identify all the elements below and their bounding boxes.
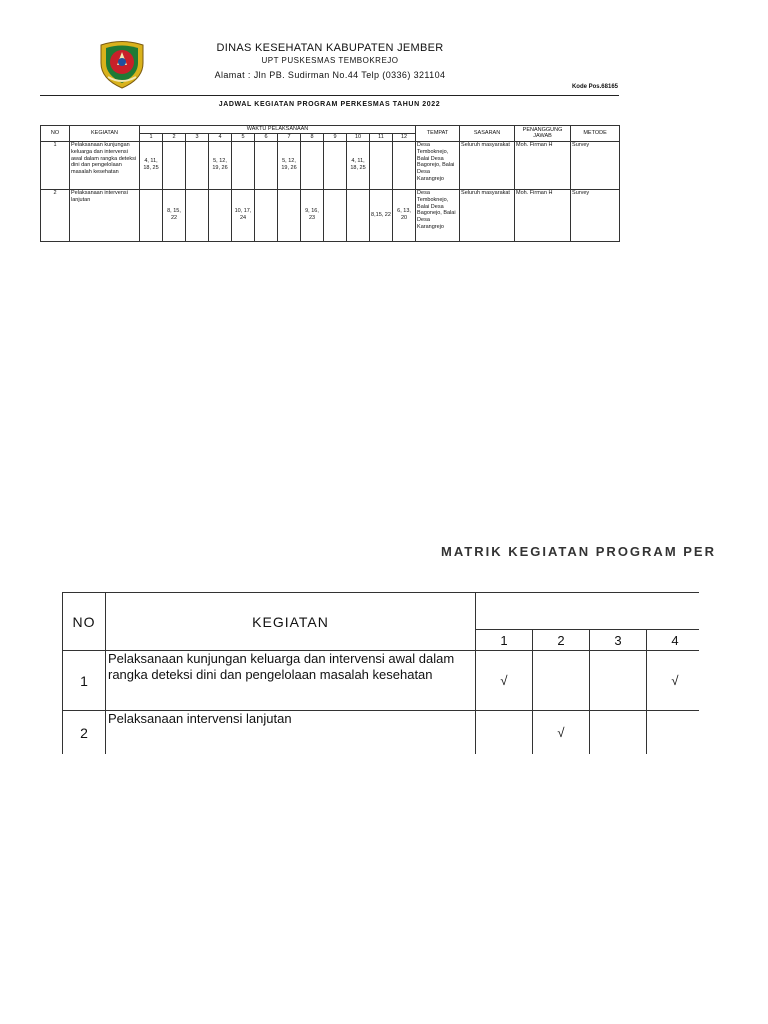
month-cell (140, 189, 163, 241)
month-cell (186, 141, 209, 189)
check-mark: √ (533, 711, 590, 755)
matrix-header-kegiatan: KEGIATAN (106, 593, 476, 651)
matrix-row-no: 1 (63, 651, 106, 711)
row-metode: Survey (571, 189, 620, 241)
row-tempat: Desa Temboknejo, Balai Desa Bagorejo, Balai Desa Karangrejo (416, 141, 460, 189)
month-cell (186, 189, 209, 241)
month-header: 9 (324, 133, 347, 141)
month-cell (347, 189, 370, 241)
row-sasaran: Seluruh masyarakat (460, 141, 515, 189)
check-mark: √ (476, 651, 533, 711)
month-header: 3 (186, 133, 209, 141)
matrix-row-kegiatan: Pelaksanaan intervensi lanjutan (106, 711, 476, 755)
check-mark (476, 711, 533, 755)
month-header: 2 (163, 133, 186, 141)
month-cell: 8, 15, 22 (163, 189, 186, 241)
month-cell (255, 189, 278, 241)
row-no: 1 (41, 141, 70, 189)
check-mark (590, 651, 647, 711)
table-row (41, 189, 620, 241)
month-cell (232, 141, 255, 189)
header-metode: METODE (571, 126, 620, 142)
matrix-month-header: 4 (647, 630, 700, 651)
matrix-table-viewport (62, 592, 699, 754)
month-cell (209, 189, 232, 241)
unit-name: UPT PUSKESMAS TEMBOKREJO (261, 56, 399, 65)
matrix-month-header: 1 (476, 630, 533, 651)
check-mark (590, 711, 647, 755)
row-sasaran: Seluruh masyarakat (460, 189, 515, 241)
month-header: 6 (255, 133, 278, 141)
month-cell (278, 189, 301, 241)
month-header: 8 (301, 133, 324, 141)
matrix-table (62, 592, 699, 754)
month-cell: 8,15, 22 (370, 189, 393, 241)
month-header: 4 (209, 133, 232, 141)
month-cell (163, 141, 186, 189)
matrix-header-waktu (476, 593, 700, 630)
month-header: 11 (370, 133, 393, 141)
month-cell (255, 141, 278, 189)
schedule-title: JADWAL KEGIATAN PROGRAM PERKESMAS TAHUN 2022 (218, 101, 441, 108)
matrix-month-header: 2 (533, 630, 590, 651)
month-cell (301, 141, 324, 189)
row-penanggung-jawab: Moh. Firman H (515, 189, 571, 241)
month-header: 10 (347, 133, 370, 141)
check-mark: √ (647, 651, 700, 711)
matrix-row (63, 711, 700, 755)
row-penanggung-jawab: Moh. Firman H (515, 141, 571, 189)
address-line: Alamat : Jln PB. Sudirman No.44 Telp (0336) 321104 (214, 70, 446, 80)
matrix-row (63, 651, 700, 711)
check-mark (647, 711, 700, 755)
month-cell: 6, 13, 20 (393, 189, 416, 241)
month-cell: 10, 17, 24 (232, 189, 255, 241)
month-header: 5 (232, 133, 255, 141)
header-kegiatan: KEGIATAN (70, 126, 140, 142)
month-cell: 9, 16, 23 (301, 189, 324, 241)
matrix-header-no: NO (63, 593, 106, 651)
row-kegiatan: Pelaksanaan intervensi lanjutan (70, 189, 140, 241)
month-header: 7 (278, 133, 301, 141)
check-mark (533, 651, 590, 711)
table-row (41, 141, 620, 189)
row-no: 2 (41, 189, 70, 241)
row-kegiatan: Pelaksanaan kunjungan keluarga dan intervensi awal dalam rangka deteksi dini dan pengelolaan masalah kesehatan (70, 141, 140, 189)
district-emblem-logo (98, 39, 146, 89)
matrix-month-header: 3 (590, 630, 647, 651)
header-tempat: TEMPAT (416, 126, 460, 142)
matrix-row-kegiatan: Pelaksanaan kunjungan keluarga dan intervensi awal dalam rangka deteksi dini dan pengelolaan masalah kesehatan (106, 651, 476, 711)
month-cell (324, 141, 347, 189)
month-cell (324, 189, 347, 241)
month-cell (370, 141, 393, 189)
header-waktu: WAKTU PELAKSANAAN (140, 126, 416, 134)
month-header: 1 (140, 133, 163, 141)
schedule-table (40, 125, 620, 242)
row-tempat: Desa Temboknejo, Balai Desa Bagonejo, Balai Desa Karangrejo (416, 189, 460, 241)
month-header: 12 (393, 133, 416, 141)
month-cell: 5, 12, 19, 26 (209, 141, 232, 189)
month-cell: 4, 11, 18, 25 (347, 141, 370, 189)
month-cell: 5, 12, 19, 26 (278, 141, 301, 189)
agency-name: DINAS KESEHATAN KABUPATEN JEMBER (216, 42, 444, 54)
letterhead-divider (40, 95, 619, 96)
header-no: NO (41, 126, 70, 142)
matrix-row-no: 2 (63, 711, 106, 755)
header-penanggung-jawab: PENANGGUNG JAWAB (515, 126, 571, 142)
month-cell (393, 141, 416, 189)
matrix-title: MATRIK KEGIATAN PROGRAM PER (441, 544, 716, 559)
header-sasaran: SASARAN (460, 126, 515, 142)
postal-code: Kode Pos.68165 (571, 84, 618, 90)
month-cell: 4, 11, 18, 25 (140, 141, 163, 189)
row-metode: Survey (571, 141, 620, 189)
